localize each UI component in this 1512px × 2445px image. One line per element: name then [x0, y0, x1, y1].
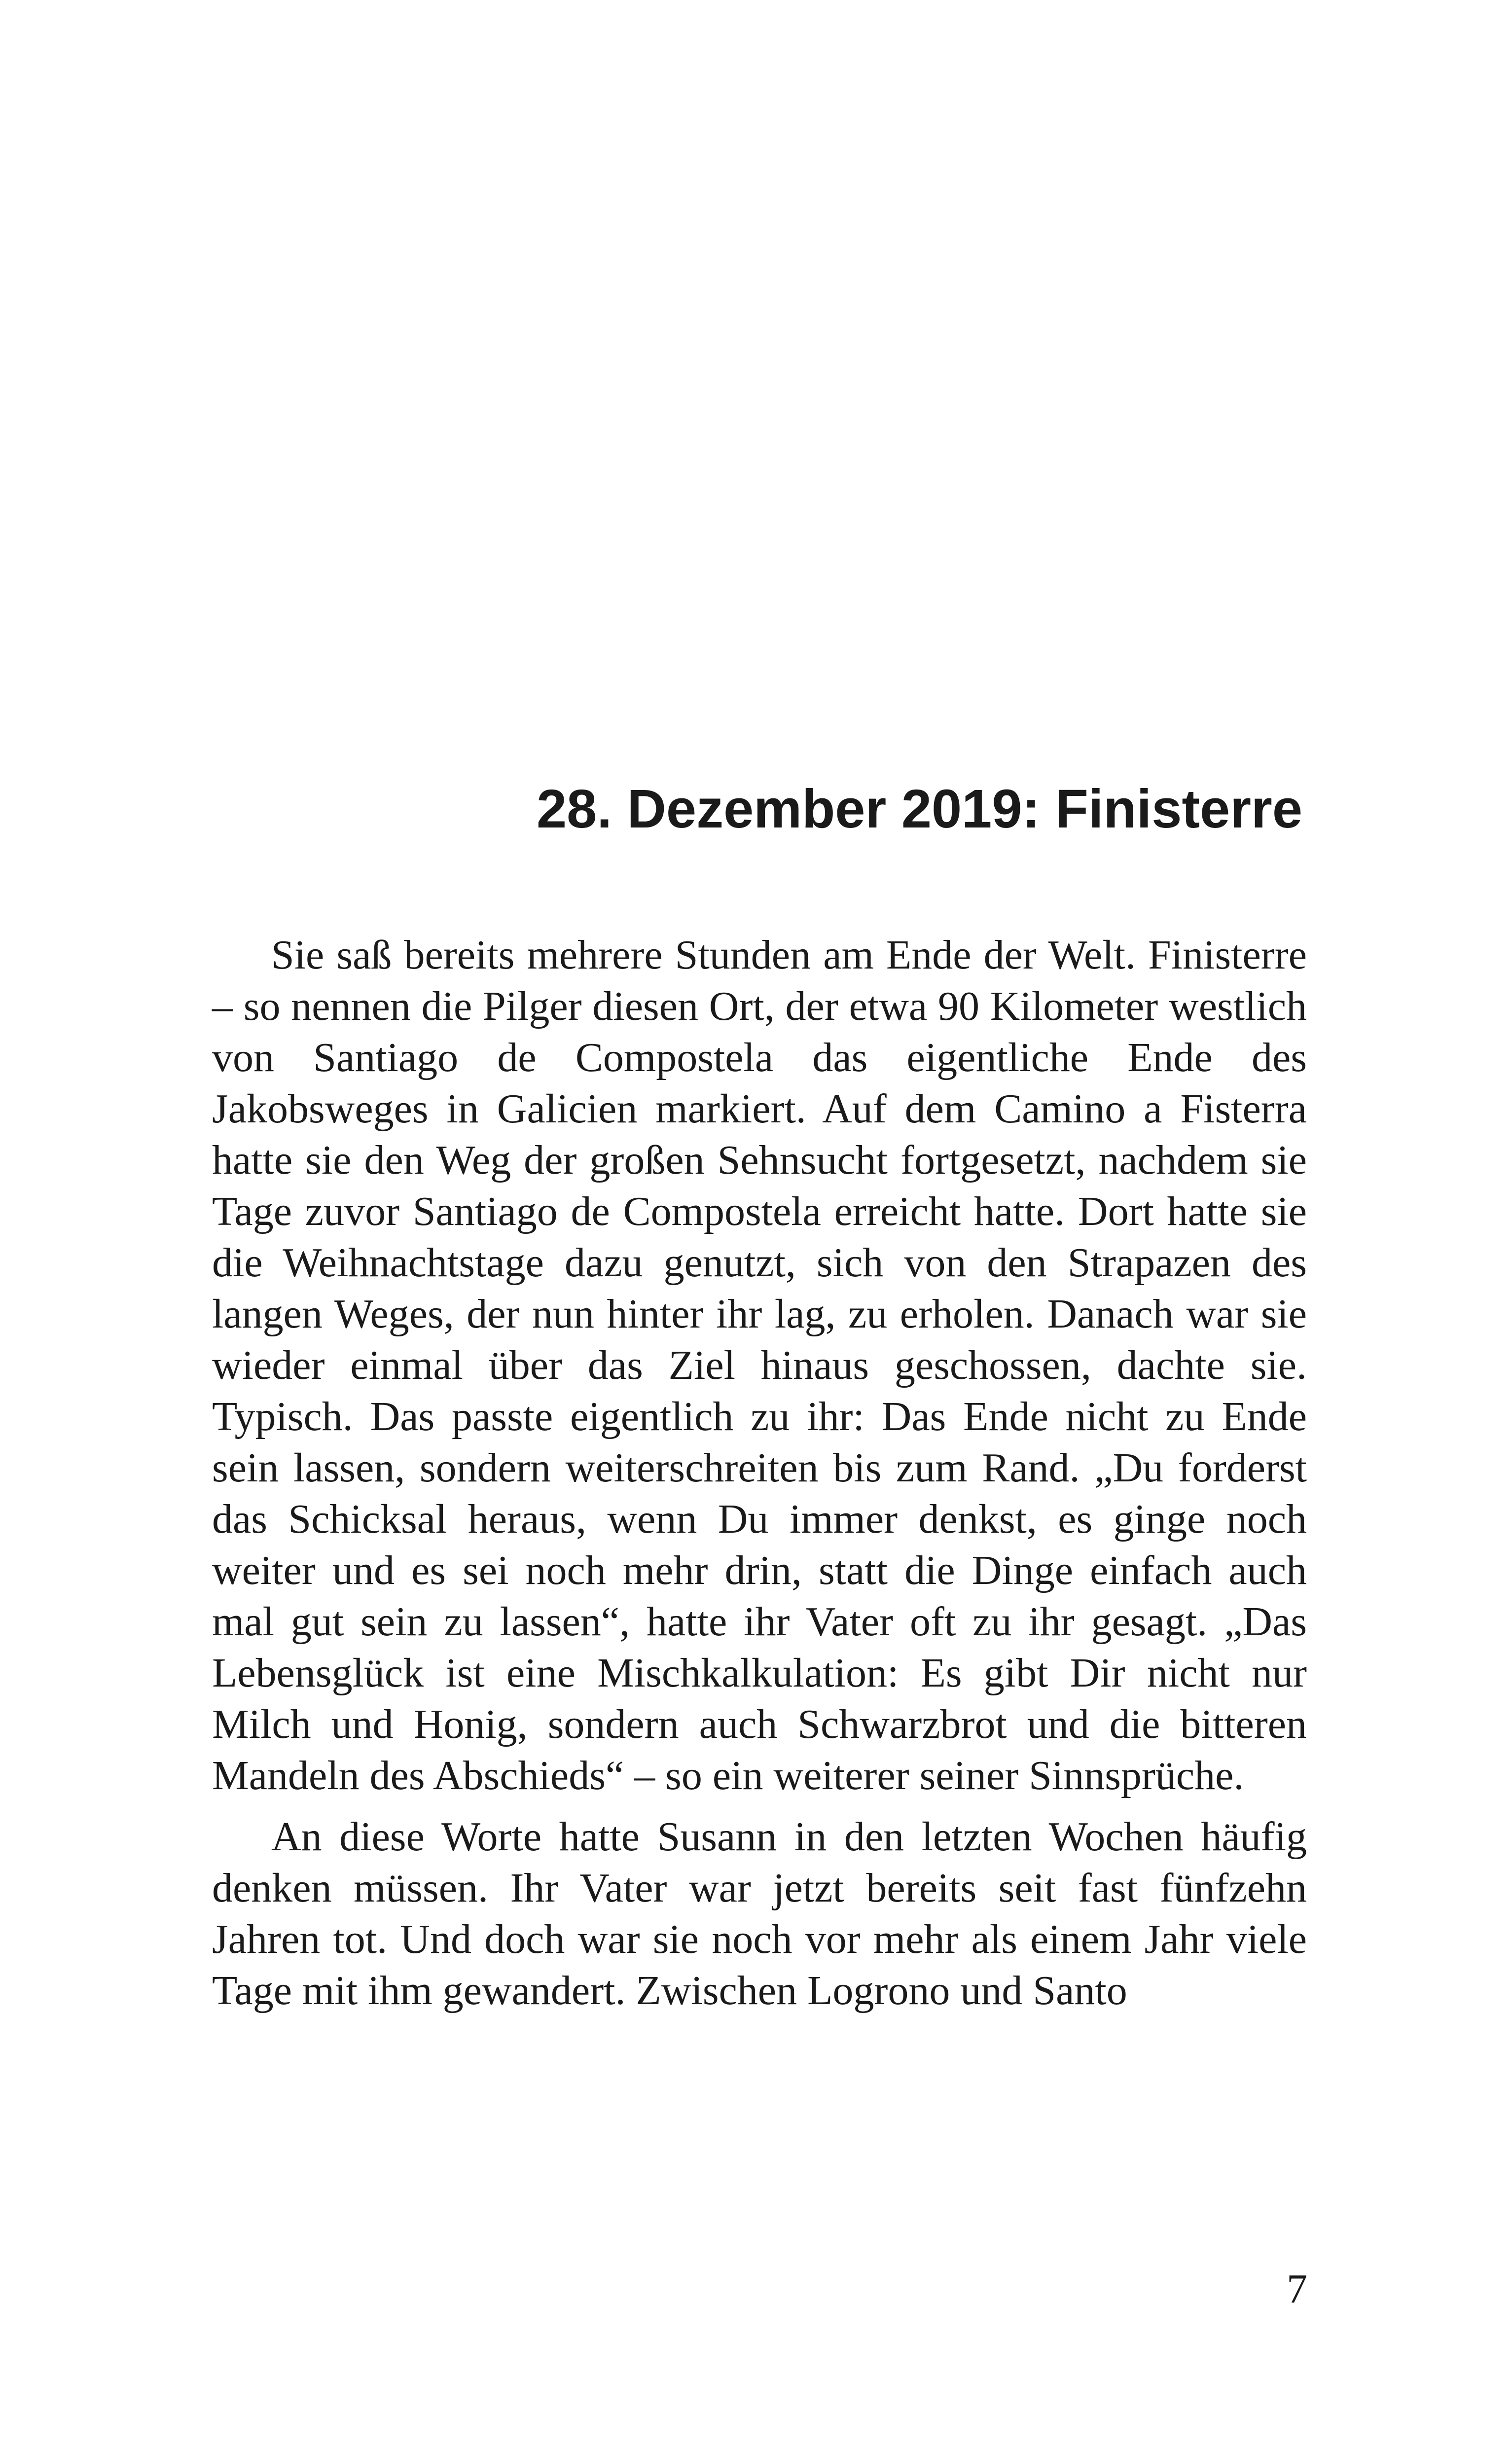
paragraph: Sie saß bereits mehrere Stunden am Ende der Welt. Finisterre – so nennen die Pilger diesen Ort, der etwa 90 Kilometer westlich von Santiago de Compostela das eigentliche Ende des Jakobsweges in Galicien markiert. Auf dem Camino a Fisterra hatte sie den Weg der großen Sehnsucht fortgesetzt, nachdem sie Tage zuvor Santiago de Compostela erreicht hatte. Dort hatte sie die Weihnachtstage dazu genutzt, sich von den Strapazen des langen Weges, der nun hinter ihr lag, zu erholen. Danach war sie wieder einmal über das Ziel hinaus geschossen, dachte sie. Typisch. Das passte eigentlich zu ihr: Das Ende nicht zu Ende sein lassen, sondern weiterschreiten bis zum Rand. „Du forderst das Schicksal heraus, wenn Du immer denkst, es ginge noch weiter und es sei noch mehr drin, statt die Dinge einfach auch mal gut sein zu lassen“, hatte ihr Vater oft zu ihr gesagt. „Das Lebensglück ist eine Mischkalkulation: Es gibt Dir nicht nur Milch und Honig, sondern auch Schwarzbrot und die bitteren Mandeln des Abschieds“ – so ein weiterer seiner Sinnsprüche. [212, 932, 1307, 1798]
page-number: 7 [1287, 2266, 1307, 2312]
body-text [212, 930, 1307, 2016]
chapter-title: 28. Dezember 2019: Finisterre [537, 779, 1302, 839]
paragraph: An diese Worte hatte Susann in den letzten Wochen häufig denken müssen. Ihr Vater war jetzt bereits seit fast fünfzehn Jahren tot. Und doch war sie noch vor mehr als einem Jahr viele Tage mit ihm gewandert. Zwischen Logrono und Santo [212, 1814, 1307, 2014]
